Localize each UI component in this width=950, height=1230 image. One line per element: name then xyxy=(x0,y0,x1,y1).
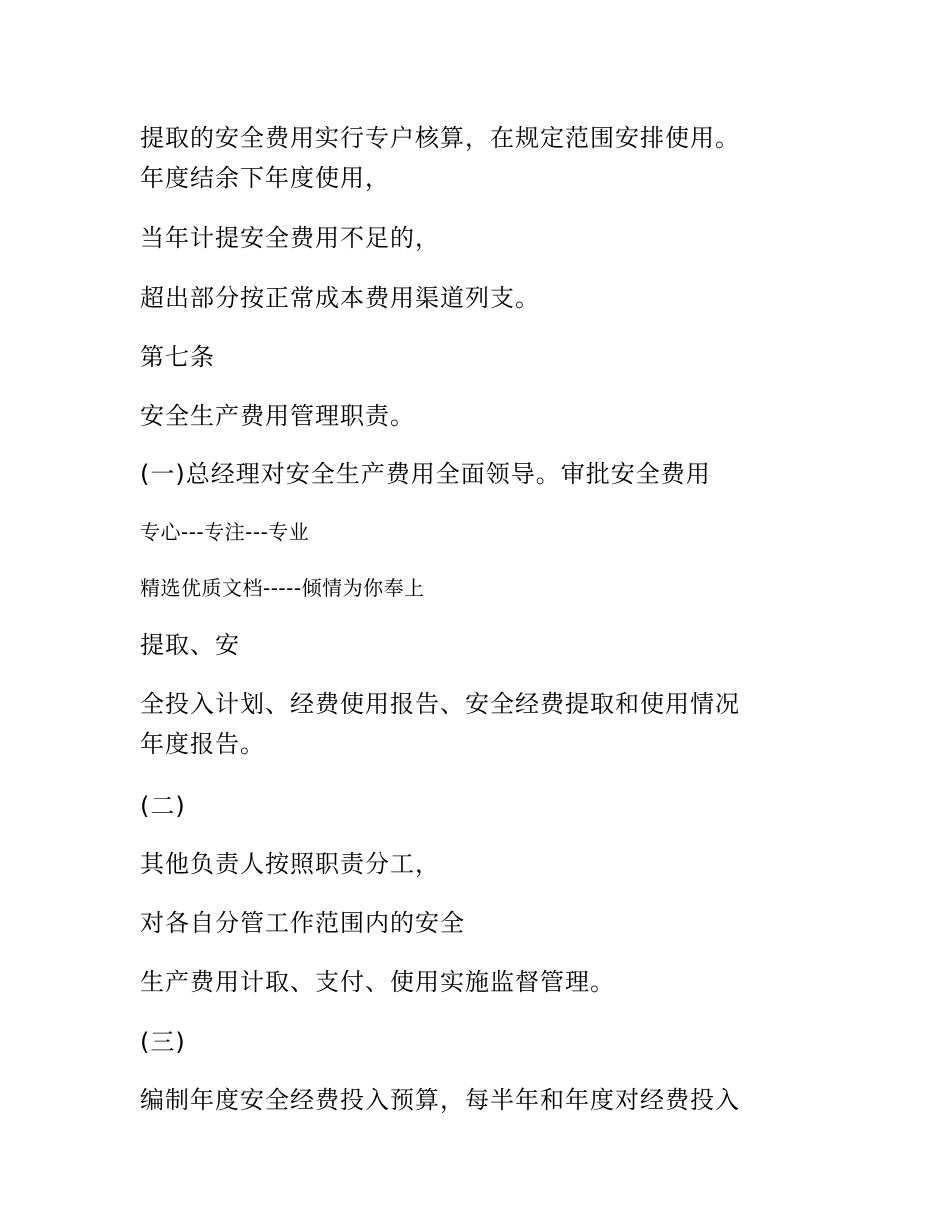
text-line: 编制年度安全经费投入预算，每半年和年度对经费投入 xyxy=(140,1086,740,1114)
text-line: 提取、安 xyxy=(140,631,240,659)
text-line: 年度结余下年度使用， xyxy=(140,164,390,192)
text-line: 其他负责人按照职责分工， xyxy=(140,850,440,878)
text-line: 提取的安全费用实行专户核算，在规定范围安排使用。 xyxy=(140,124,740,152)
text-line: (一)总经理对安全生产费用全面领导。审批安全费用 xyxy=(140,460,711,488)
text-line: 超出部分按正常成本费用渠道列支。 xyxy=(140,284,540,312)
footer-tagline: 精选优质文档-----倾情为你奉上 xyxy=(140,576,425,600)
list-marker: (二) xyxy=(140,792,186,820)
text-line: 对各自分管工作范围内的安全 xyxy=(140,909,465,937)
section-heading: 第七条 xyxy=(140,343,215,371)
text-line: 安全生产费用管理职责。 xyxy=(140,402,415,430)
text-line: 年度报告。 xyxy=(140,730,265,758)
list-marker: (三) xyxy=(140,1028,186,1056)
footer-slogan: 专心---专注---专业 xyxy=(140,520,310,544)
text-line: 全投入计划、经费使用报告、安全经费提取和使用情况 xyxy=(140,690,740,718)
text-line: 生产费用计取、支付、使用实施监督管理。 xyxy=(140,968,615,996)
text-line: 当年计提安全费用不足的， xyxy=(140,224,440,252)
